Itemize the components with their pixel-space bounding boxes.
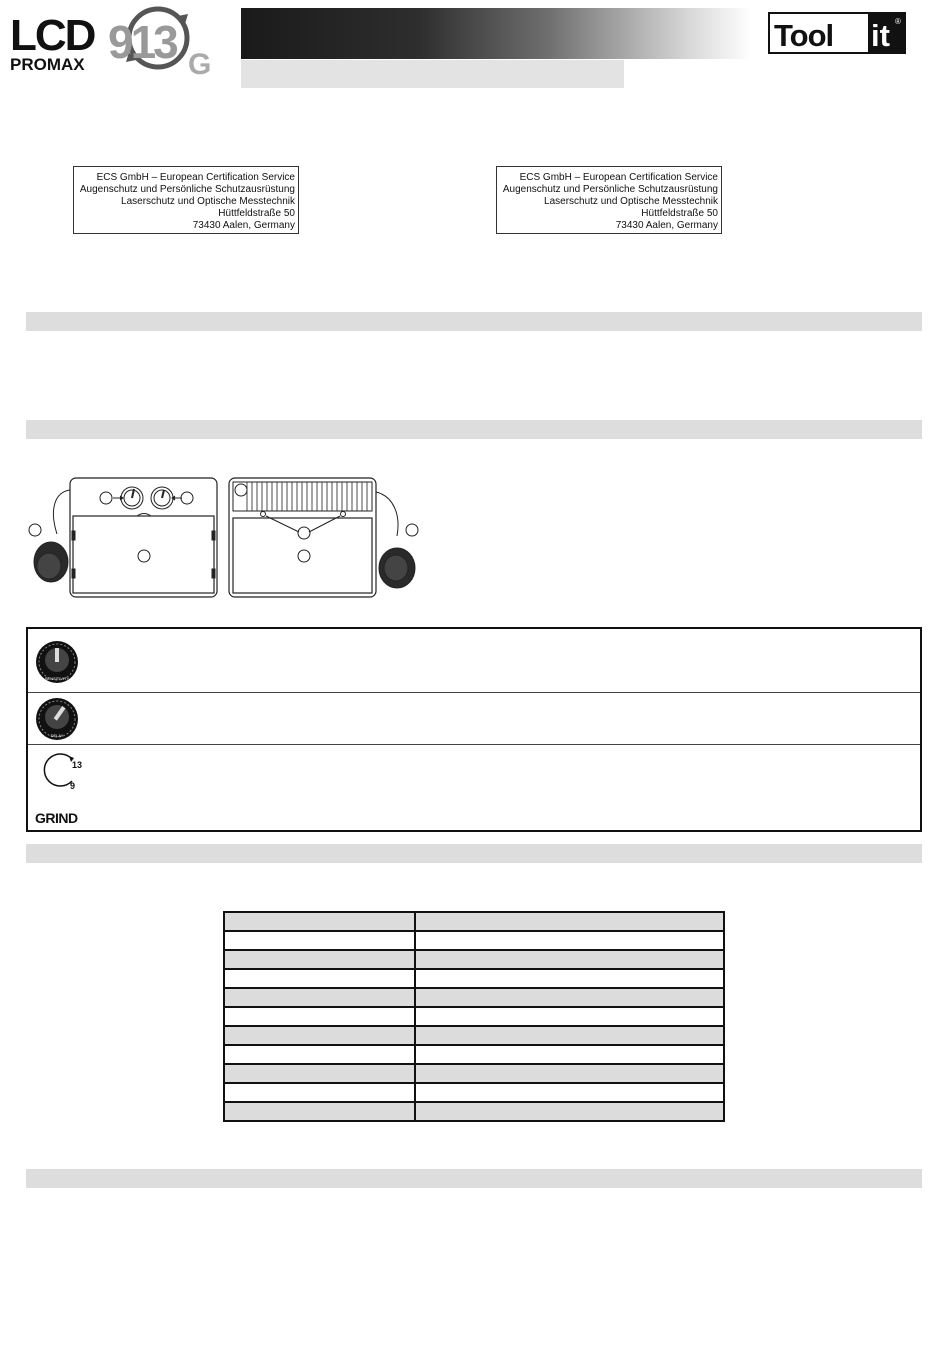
logo-promax-text: PROMAX <box>10 55 85 74</box>
table-row <box>224 931 724 950</box>
cert-line: ECS GmbH – European Certification Service <box>96 172 295 183</box>
grind-mode-icon <box>34 801 90 825</box>
lcd-promax-logo <box>8 6 228 76</box>
shade-value-13: 13 <box>72 760 83 770</box>
cert-line: Hüttfeldstraße 50 <box>641 208 718 219</box>
table-row <box>224 950 724 969</box>
shade-switch-icon <box>40 751 84 791</box>
table-row <box>224 912 724 931</box>
certification-box-right <box>496 166 722 234</box>
logo-lcd-text: LCD <box>10 11 95 60</box>
table-row <box>224 1007 724 1026</box>
cert-line: Augenschutz und Persönliche Schutzausrüstung <box>79 184 295 195</box>
header-banner <box>241 8 751 59</box>
control-row-sensitivity <box>28 629 920 693</box>
cert-line: Augenschutz und Persönliche Schutzausrüstung <box>502 184 718 195</box>
table-row <box>224 1064 724 1083</box>
control-row-shade-grind <box>28 745 920 830</box>
registered-mark: ® <box>895 17 901 26</box>
cert-line: Laserschutz und Optische Messtechnik <box>544 196 718 207</box>
svg-text:it: it <box>871 18 890 53</box>
cert-line: ECS GmbH – European Certification Service <box>519 172 718 183</box>
logo-suffix-text: G <box>188 48 212 76</box>
table-row <box>224 1102 724 1121</box>
specifications-table <box>223 911 725 1122</box>
table-row <box>224 1045 724 1064</box>
section-bar-2 <box>26 420 922 439</box>
cert-line: Laserschutz und Optische Messtechnik <box>121 196 295 207</box>
section-bar-4 <box>26 1169 922 1188</box>
section-bar-1 <box>26 312 922 331</box>
logo-number-text: 913 <box>108 16 176 68</box>
sensitivity-label: SENSITIVITY <box>44 676 70 681</box>
controls-table <box>26 627 922 832</box>
table-row <box>224 1083 724 1102</box>
grind-label: GRIND <box>35 810 78 825</box>
certification-box-left <box>73 166 299 234</box>
delay-label: DELAY <box>50 733 64 738</box>
helmet-parts-diagram <box>25 474 425 602</box>
cert-line: 73430 Aalen, Germany <box>192 220 295 231</box>
cert-line: Hüttfeldstraße 50 <box>218 208 295 219</box>
table-row <box>224 1026 724 1045</box>
cert-line: 73430 Aalen, Germany <box>615 220 718 231</box>
section-bar-3 <box>26 844 922 863</box>
header-subbanner <box>241 60 624 88</box>
sensitivity-knob-icon <box>35 640 79 684</box>
shade-value-9: 9 <box>70 781 76 791</box>
control-row-delay <box>28 692 920 745</box>
toolit-brand-logo <box>768 12 906 54</box>
table-row <box>224 969 724 988</box>
table-row <box>224 988 724 1007</box>
svg-text:Tool: Tool <box>774 18 834 53</box>
delay-knob-icon <box>35 697 79 741</box>
